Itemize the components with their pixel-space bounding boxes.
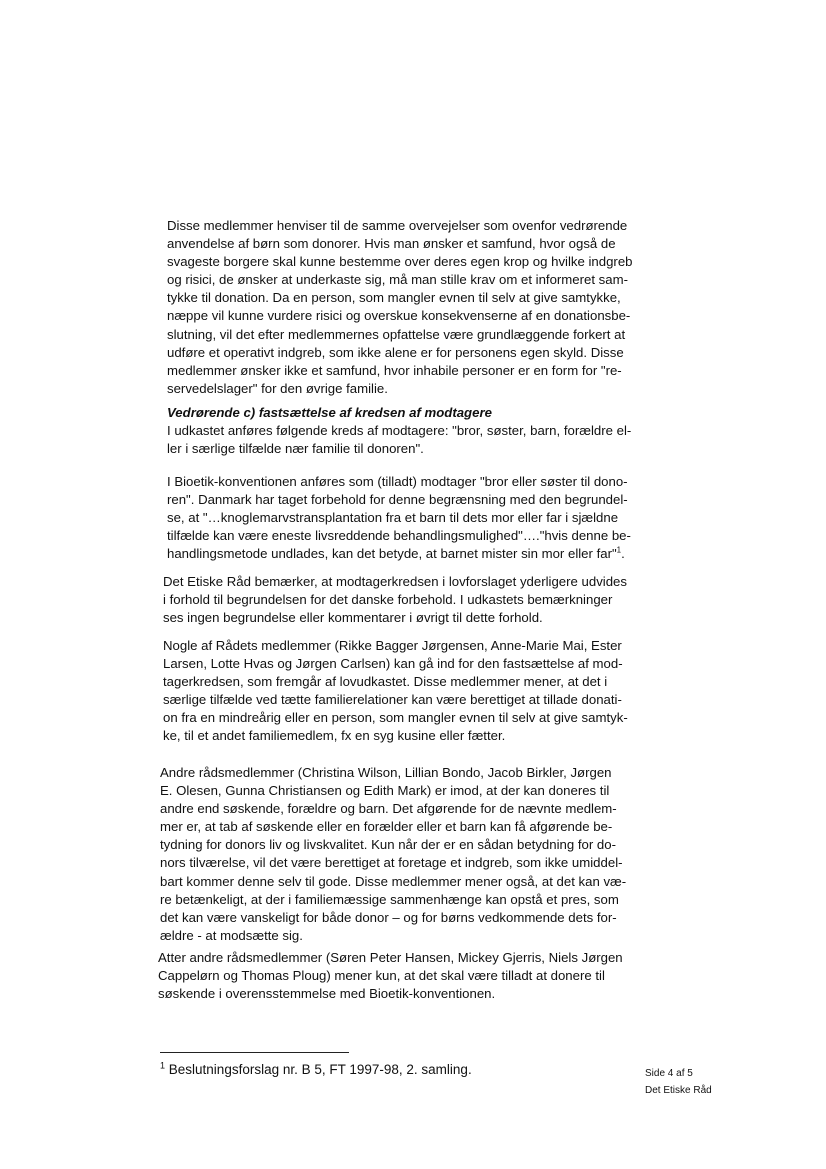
text-line: Atter andre rådsmedlemmer (Søren Peter Hansen, Mickey Gjerris, Niels Jørgen [158, 950, 623, 965]
text-line: næppe vil kunne vurdere risici og overskue konsekvenserne af en donationsbe- [167, 308, 631, 324]
section-heading: Vedrørende c) fastsættelse af kredsen af modtagere [167, 405, 492, 420]
text-line: ses ingen begrundelse eller kommentarer i øvrigt til dette forhold. [163, 610, 543, 626]
text-line: udføre et operativt indgreb, som ikke alene er for personens egen skyld. Disse [167, 344, 624, 360]
text-line: Larsen, Lotte Hvas og Jørgen Carlsen) kan gå ind for den fastsættelse af mod- [163, 656, 623, 672]
footnote [160, 1061, 472, 1079]
text-line: Andre rådsmedlemmer (Christina Wilson, Lillian Bondo, Jacob Birkler, Jørgen [160, 765, 612, 780]
text-line: re betænkeligt, at der i familiemæssige sammenhænge kan opstå et pres, som [160, 891, 619, 907]
text-line-content: handlingsmetode undlades, kan det betyde, at barnet mister sin mor eller far" [167, 546, 617, 562]
text-line: Disse medlemmer henviser til de samme overvejelser som ovenfor vedrørende [167, 218, 628, 233]
text-line: i forhold til begrundelsen for det danske forbehold. I udkastets bemærkninger [163, 592, 613, 608]
text-line: tilfælde kan være eneste livsreddende behandlingsmulighed"…."hvis denne be- [167, 528, 631, 544]
footnote-reference: 1 [616, 545, 622, 555]
footnote-number: 1 [160, 1060, 166, 1071]
text-line: medlemmer ønsker ikke et samfund, hvor inhabile personer er en form for "re- [167, 362, 622, 378]
text-line: tagerkredsen, som fremgår af lovudkastet. Disse medlemmer mener, at det i [163, 674, 608, 690]
text-line: Nogle af Rådets medlemmer (Rikke Bagger Jørgensen, Anne-Marie Mai, Ester [163, 638, 622, 653]
organization-name: Det Etiske Råd [645, 1085, 712, 1096]
text-line: særlige tilfælde ved tætte familierelationer kan være berettiget at tillade donati- [163, 692, 622, 708]
paragraph-yet-other-members [158, 949, 623, 1003]
paragraph-donor-consent [167, 217, 633, 398]
text-line: tydning for donors liv og livskvalitet. Kun når der er en sådan betydning for do- [160, 837, 616, 853]
text-line: det kan være vanskeligt for både donor – og for børns vedkommende dets for- [160, 909, 617, 925]
text-line: ren". Danmark har taget forbehold for denne begrænsning med den begrundel- [167, 492, 628, 508]
paragraph-other-members [160, 764, 626, 945]
text-line: tykke til donation. Da en person, som mangler evnen til selv at give samtykke, [167, 290, 621, 306]
text-line: E. Olesen, Gunna Christiansen og Edith Mark) er imod, at der kan doneres til [160, 783, 610, 799]
footnote-divider [160, 1052, 349, 1053]
text-line: ke, til et andet familiemedlem, fx en syg kusine eller fætter. [163, 728, 506, 744]
text-line: servedelslager" for den øvrige familie. [167, 380, 388, 396]
text-line: Cappelørn og Thomas Ploug) mener kun, at det skal være tilladt at donere til [158, 968, 605, 984]
text-line: anvendelse af børn som donorer. Hvis man ønsker et samfund, hvor også de [167, 236, 616, 252]
text-line: on fra en mindreårig eller en person, som mangler evnen til selv at give samtyk- [163, 710, 628, 726]
paragraph-council-remark [163, 573, 627, 627]
text-line: handlingsmetode undlades, kan det betyde, at barnet mister sin mor eller far"$^1$. [167, 545, 625, 562]
text-line: ler i særlige tilfælde nær familie til donoren". [167, 441, 424, 457]
page-footer [645, 1065, 712, 1099]
text-line: Det Etiske Råd bemærker, at modtagerkredsen i lovforslaget yderligere udvides [163, 574, 627, 589]
paragraph-bioethics-convention [167, 473, 631, 563]
paragraph-section-c [167, 404, 631, 458]
text-line: I Bioetik-konventionen anføres som (tilladt) modtager "bror eller søster til dono- [167, 474, 628, 489]
text-line: slutning, vil det efter medlemmernes opfattelse være grundlæggende forkert at [167, 326, 626, 342]
text-line: ældre - at modsætte sig. [160, 927, 303, 943]
text-line: svageste borgere skal kunne bestemme over deres egen krop og hvilke indgreb [167, 254, 633, 270]
text-line: I udkastet anføres følgende kreds af modtagere: "bror, søster, barn, forældre el- [167, 423, 632, 439]
paragraph-some-members [163, 637, 628, 746]
text-line: mer er, at tab af søskende eller en forælder eller et barn kan få afgørende be- [160, 819, 613, 835]
text-line: se, at "…knoglemarvstransplantation fra et barn til dets mor eller far i sjældne [167, 510, 619, 526]
text-line: nors tilværelse, vil det være berettiget at foretage et indgreb, som ikke umiddel- [160, 855, 623, 871]
text-line: bart kommer denne selv til gode. Disse medlemmer mener også, at det kan væ- [160, 873, 627, 889]
text-line: og risici, de ønsker at underkaste sig, må man stille krav om et informeret sam- [167, 272, 628, 288]
text-line: søskende i overensstemmelse med Bioetik-konventionen. [158, 986, 496, 1002]
text-line: andre end søskende, forældre og barn. Det afgørende for de nævnte medlem- [160, 801, 617, 817]
page-number: Side 4 af 5 [645, 1068, 693, 1079]
footnote-text: Beslutningsforslag nr. B 5, FT 1997-98, 2. samling. [168, 1062, 472, 1077]
